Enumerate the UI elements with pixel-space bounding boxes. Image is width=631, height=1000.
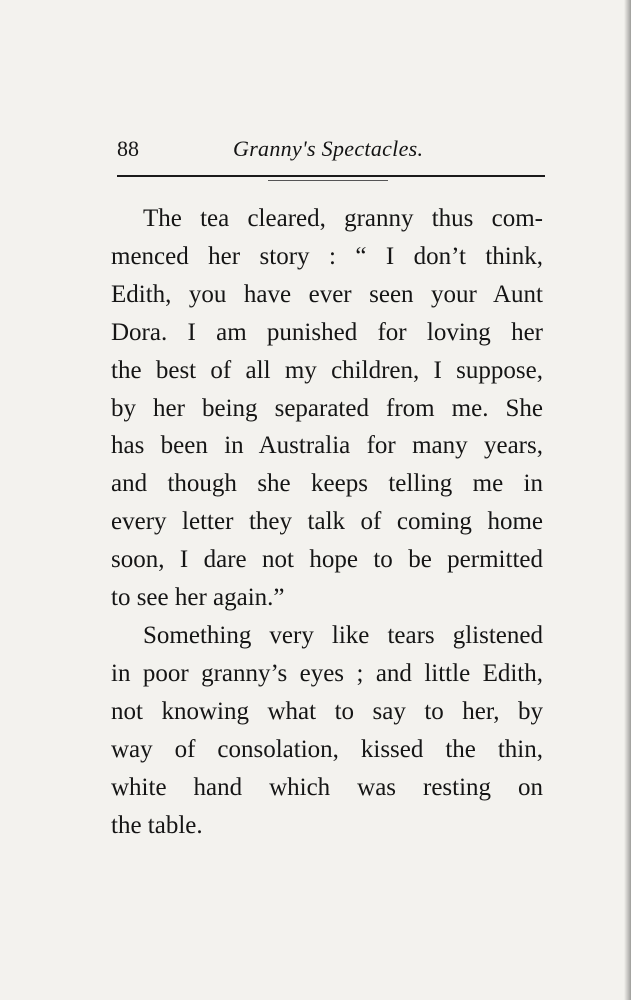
page-number: 88 (117, 136, 139, 161)
text-line: Edith, you have ever seen your Aunt (111, 280, 543, 308)
text-line: to see her again.” (111, 584, 285, 612)
text-line: not knowing what to say to her, by (111, 697, 543, 725)
text-line: Something very like tears glistened (143, 621, 543, 649)
text-line: has been in Australia for many years, (111, 432, 543, 460)
header-rule (117, 175, 545, 177)
page-edge-shadow (624, 0, 631, 1000)
text-line: the best of all my children, I suppose, (111, 356, 543, 384)
paragraph-1 (111, 200, 543, 617)
paragraph-2 (111, 617, 543, 844)
text-line: soon, I dare not hope to be permitted (111, 546, 543, 574)
text-line: menced her story : “ I don’t think, (111, 242, 543, 270)
text-line: and though she keeps telling me in (111, 470, 543, 498)
text-line: in poor granny’s eyes ; and little Edith, (111, 659, 543, 687)
text-line: Dora. I am punished for loving her (111, 318, 543, 346)
running-title: Granny's Spectacles. (233, 136, 424, 161)
header-rule-thin (268, 180, 388, 181)
text-line: white hand which was resting on (111, 773, 543, 801)
body-text (111, 200, 543, 844)
text-line: by her being separated from me. She (111, 394, 543, 422)
text-line: every letter they talk of coming home (111, 508, 543, 536)
text-line: The tea cleared, granny thus com- (143, 205, 543, 232)
text-line: the table. (111, 811, 203, 839)
text-line: way of consolation, kissed the thin, (111, 735, 543, 763)
running-head (117, 133, 545, 165)
